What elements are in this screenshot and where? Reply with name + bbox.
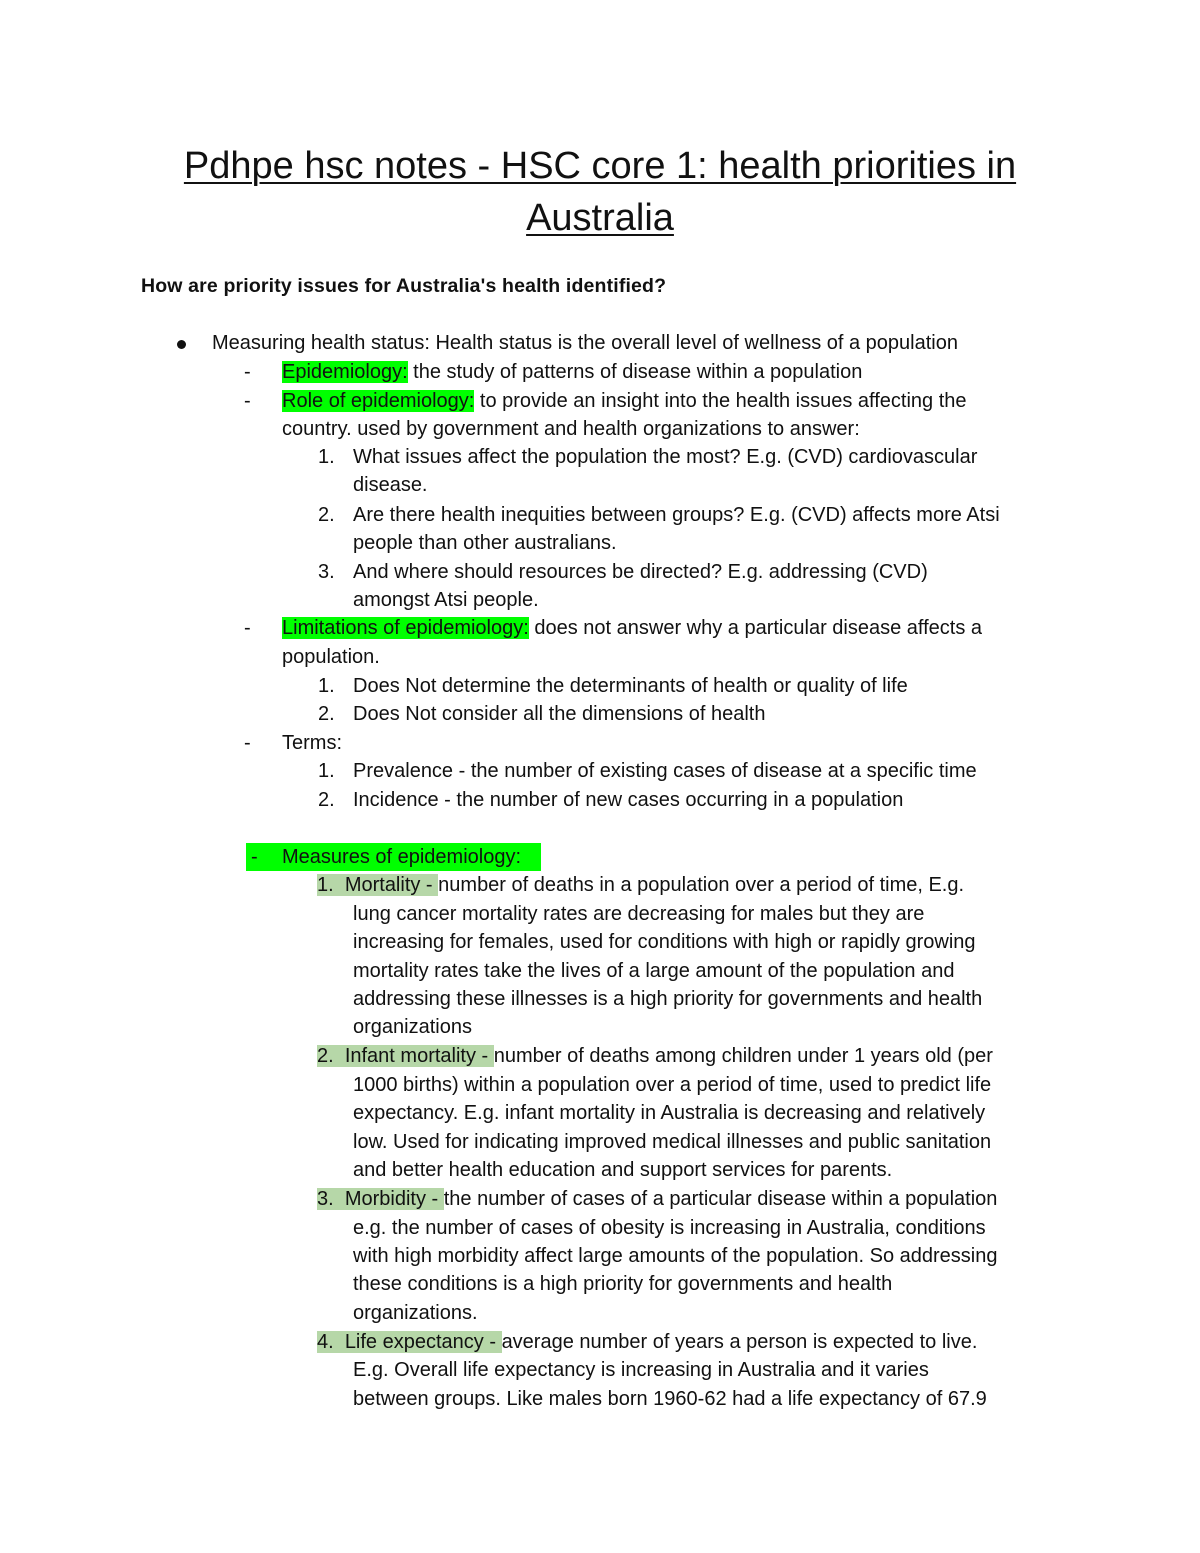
measure-mortality-text: number of deaths in a population over a period of time, E.g. [438, 874, 965, 896]
role-item-2-line-1: Are there health inequities between groups? E.g. (CVD) affects more Atsi [353, 504, 1000, 526]
terms-item-incidence: Incidence - the number of new cases occurring in a population [353, 789, 904, 811]
measure-infant-mortality-line-5: and better health education and support services for parents. [353, 1159, 893, 1181]
limitations-line-2: population. [282, 646, 380, 668]
measure-mortality-line-3: increasing for females, used for conditions with high or rapidly growing [353, 931, 976, 953]
measures-label: Measures of epidemiology: [282, 846, 522, 868]
terms-label: Terms: [282, 732, 342, 754]
epidemiology-text: the study of patterns of disease within a population [407, 361, 863, 383]
measure-morbidity-number: 3. Morbidity - [317, 1188, 444, 1210]
limitations-item-1: Does Not determine the determinants of health or quality of life [353, 675, 908, 697]
measure-infant-mortality-line-2: 1000 births) within a population over a period of time, used to predict life [353, 1074, 992, 1096]
measure-life-expectancy-number: 4. Life expectancy - [317, 1331, 502, 1353]
measure-mortality-term: Mortality - [344, 874, 439, 896]
measure-mortality-line-1 [317, 871, 964, 899]
limitations-line-1 [282, 614, 982, 642]
measure-life-expectancy-term: Life expectancy - [344, 1331, 502, 1353]
dash-marker: - [244, 732, 251, 754]
limitations-item-2: Does Not consider all the dimensions of health [353, 703, 766, 725]
dash-marker: - [244, 361, 251, 383]
measure-life-expectancy-line-1 [317, 1328, 977, 1356]
measure-infant-mortality-text: number of deaths among children under 1 years old (per [493, 1045, 993, 1067]
measure-mortality-line-2: lung cancer mortality rates are decreasing for males but they are [353, 903, 925, 925]
role-item-1-line-1: What issues affect the population the most? E.g. (CVD) cardiovascular [353, 446, 978, 468]
role-text-1: to provide an insight into the health issues affecting the [474, 390, 967, 412]
role-item-3-line-1: And where should resources be directed? E.g. addressing (CVD) [353, 561, 928, 583]
measure-infant-mortality-line-3: expectancy. E.g. infant mortality in Australia is decreasing and relatively [353, 1102, 986, 1124]
measure-morbidity-line-1 [317, 1185, 997, 1213]
measure-infant-mortality-number: 2. Infant mortality - [317, 1045, 494, 1067]
measure-mortality-line-5: addressing these illnesses is a high priority for governments and health [353, 988, 983, 1010]
measure-infant-mortality-line-4: low. Used for indicating improved medical illnesses and public sanitation [353, 1131, 992, 1153]
list-number: 1. [318, 446, 335, 468]
measure-morbidity-line-3: with high morbidity affect large amounts of the population. So addressing [353, 1245, 998, 1267]
limitations-term: Limitations of epidemiology: [282, 617, 529, 639]
list-number: 2. [318, 789, 335, 811]
measure-infant-mortality-line-1 [317, 1042, 993, 1070]
limitations-text-1: does not answer why a particular disease affects a [528, 617, 983, 639]
role-item-2-line-2: people than other australians. [353, 532, 617, 554]
role-term: Role of epidemiology: [282, 390, 475, 412]
measure-morbidity-line-2: e.g. the number of cases of obesity is increasing in Australia, conditions [353, 1217, 986, 1239]
measure-morbidity-line-5: organizations. [353, 1302, 478, 1324]
dash-marker: - [244, 390, 251, 412]
epidemiology-definition [282, 358, 862, 386]
role-item-1-line-2: disease. [353, 474, 428, 496]
role-line-2: country. used by government and health organizations to answer: [282, 418, 860, 440]
measure-morbidity-text: the number of cases of a particular disease within a population [443, 1188, 998, 1210]
bullet-icon [177, 340, 186, 349]
title-line-2: Australia [526, 197, 674, 239]
measure-life-expectancy-line-2: E.g. Overall life expectancy is increasing in Australia and it varies [353, 1359, 929, 1381]
measuring-health-status: Measuring health status: Health status is the overall level of wellness of a population [212, 332, 958, 354]
terms-item-prevalence: Prevalence - the number of existing cases of disease at a specific time [353, 760, 977, 782]
list-number: 2. [318, 504, 335, 526]
title-line-1: Pdhpe hsc notes - HSC core 1: health priorities in [183, 145, 1017, 187]
list-number: 1. [318, 675, 335, 697]
dash-marker: - [244, 617, 251, 639]
section-heading: How are priority issues for Australia's health identified? [141, 275, 667, 297]
measure-mortality-line-4: mortality rates take the lives of a large amount of the population and [353, 960, 955, 982]
role-line-1 [282, 387, 967, 415]
measure-mortality-number: 1. Mortality - [317, 874, 439, 896]
measure-mortality-line-6: organizations [353, 1016, 472, 1038]
epidemiology-term: Epidemiology: [282, 361, 408, 383]
dash-marker: - [251, 846, 258, 868]
document-title [100, 140, 1100, 244]
measure-life-expectancy-text: average number of years a person is expected to live. [501, 1331, 978, 1353]
list-number: 2. [318, 703, 335, 725]
measure-life-expectancy-line-3: between groups. Like males born 1960-62 had a life expectancy of 67.9 [353, 1388, 987, 1410]
list-number: 1. [318, 760, 335, 782]
list-number: 3. [318, 561, 335, 583]
measure-infant-mortality-term: Infant mortality - [344, 1045, 494, 1067]
measure-morbidity-term: Morbidity - [344, 1188, 444, 1210]
measure-morbidity-line-4: these conditions is a high priority for governments and health [353, 1273, 893, 1295]
role-item-3-line-2: amongst Atsi people. [353, 589, 539, 611]
